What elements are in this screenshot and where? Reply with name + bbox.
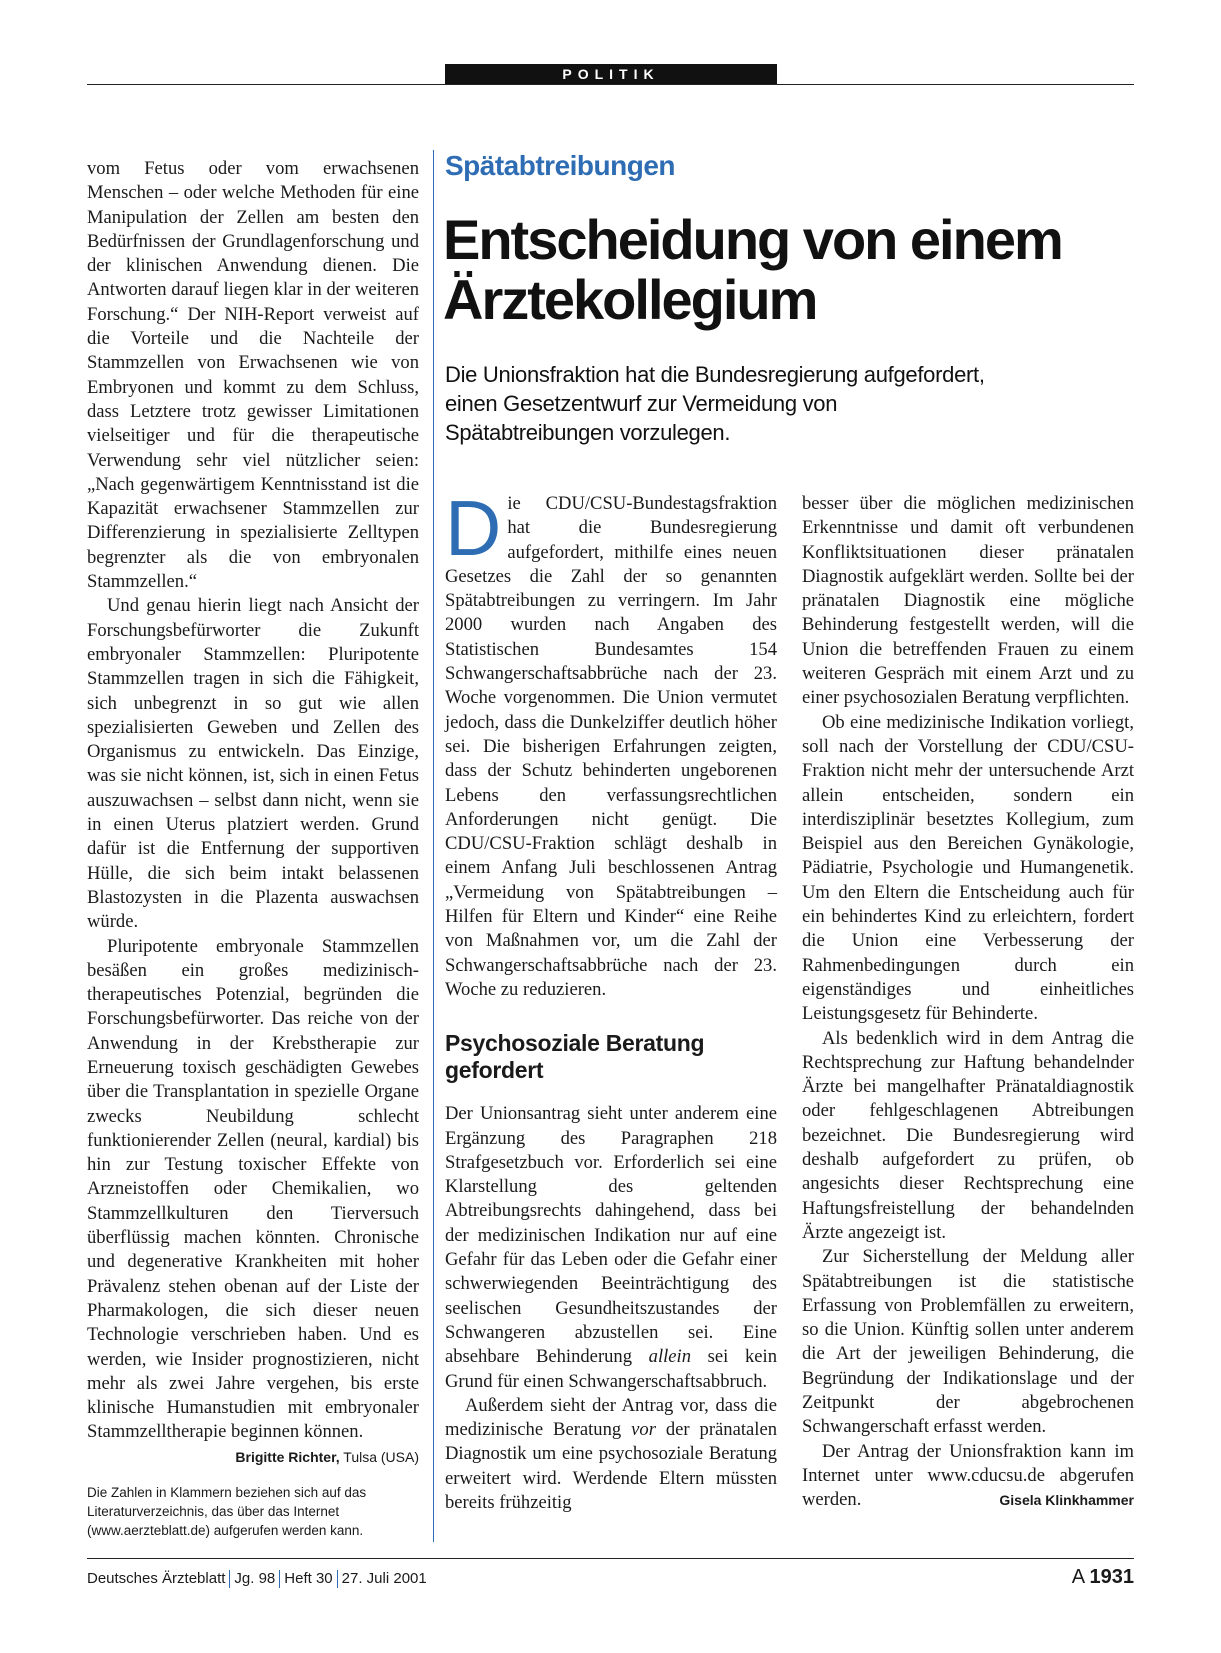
left-paragraph-3-text: Pluripotente embryonale Stammzellen besäßen ein großes medizinisch-therapeutisches Potenzial, begründen die Forschungsbefürworter. Das reiche von der Anwendung in der Krebstherapie zur Erneuerung toxisch geschädigten Gewebes über die Transplantation in spezielle Organe zwecks Neubildung schlecht funktionierender Zellen (neural, kardial) bis hin zur Testung toxischer Effekte von Arzneistoffen oder Chemikalien, wo Stammzellkulturen den Tierversuch überflüssig machen könnten. Chronische und degenerative Krankheiten mit hoher Prävalenz stehen obenan auf der Liste der Pharmakologen, die sich dieser neuen Technologie verschrieben haben. Und es werden, wie Insider prognostizieren, nicht mehr als zwei Jahre vergehen, bis erste klinische Humanstudien mit embryonaler Stammzelltherapie beginnen können. — [87, 935, 419, 1443]
footer-separator — [337, 1570, 338, 1588]
article-paragraph-2-a: Der Unionsantrag sieht unter anderem eine Ergänzung des Paragraphen 218 Strafgesetzbuch vor. Erforderlich sei eine Klarstellung des geltenden Abtreibungsrechts dahingehend, dass bei der medizinischen Indikation nur auf eine Gefahr für das Leben oder die Gefahr einer schwerwiegenden Beeinträchtigung des seelischen Gesundheitszustandes der Schwangeren abzustellen sei. Eine absehbare Behinderung — [445, 1103, 777, 1368]
headline-line-1: Entscheidung von einem — [443, 208, 1062, 271]
headline — [443, 210, 1143, 330]
author-right — [979, 1488, 1134, 1512]
author-left — [215, 1445, 419, 1469]
emphasis-vor: vor — [631, 1419, 656, 1441]
teaser: Die Unionsfraktion hat die Bundesregierung aufgefordert, einen Gesetzentwurf zur Vermeidung von Spätabtreibungen vorzulegen. — [445, 362, 985, 445]
header-rule — [87, 84, 1134, 85]
drop-cap: D — [445, 484, 502, 572]
article-paragraph-2-b: sei kein Grund für einen Schwangerschaftsabbruch. — [445, 1346, 777, 1392]
footnote: Die Zahlen in Klammern beziehen sich auf das Literaturverzeichnis, das über das Internet (www.aerzteblatt.de) aufgerufen werden kann. — [87, 1485, 367, 1538]
article-paragraph-7: Zur Sicherstellung der Meldung aller Spätabtreibungen ist die statistische Erfassung von Problemfällen zu erweitern, so die Union. Künftig sollen unter anderem die Art der jeweiligen Behinderung, die Begründung der Indikationslage und der Zeitpunkt der abgebrochenen Schwangerschaft erfasst werden. — [802, 1246, 1134, 1438]
kicker: Spätabtreibungen — [445, 150, 676, 181]
left-column — [87, 157, 419, 1469]
middle-column — [445, 484, 777, 1515]
left-paragraph-1: vom Fetus oder vom erwachsenen Menschen – oder welche Methoden für eine Manipulation der Zellen am besten den Bedürfnissen der Grundlagenforschung und der klinischen Anwendung dienen. Die Antworten darauf liegen klar in der weiteren Forschung.“ Der NIH-Report verweist auf die Vorteile und die Nachteile der Stammzellen von Erwachsenen wie von Embryonen und kommt zu dem Schluss, dass Letztere trotz gewisser Limitationen vielseitiger und für die therapeutische Verwendung sehr viel nützlicher seien: „Nach gegenwärtigem Kenntnisstand ist die Kapazität erwachsener Stammzellen zur Differenzierung in spezialisierte Zelltypen begrenzter als die von embryonalen Stammzellen.“ — [87, 158, 419, 593]
journal-name: Deutsches Ärzteblatt — [87, 1570, 226, 1587]
article-paragraph-2 — [445, 1102, 777, 1394]
subheading: Psychosoziale Beratung gefordert — [445, 1030, 705, 1084]
right-column — [802, 492, 1134, 1512]
column-divider — [433, 150, 434, 1542]
author-right-name: Gisela Klinkhammer — [999, 1492, 1134, 1509]
article-paragraph-1-text: ie CDU/CSU-Bundestagsfraktion hat die Bundesregierung aufgefordert, mithilfe eines neuen Gesetzes die Zahl der so genannten Spätabtreibungen zu verringern. Im Jahr 2000 wurden nach Angaben des Statistischen Bundesamtes 154 Schwangerschaftsabbrüche nach der 23. Woche vorgenommen. Die Union vermutet jedoch, dass die Dunkelziffer deutlich höher sei. Die bisherigen Erfahrungen zeigten, dass der Schutz behinderten ungeborenen Lebens den verfassungsrechtlichen Anforderungen nicht genügt. Die CDU/CSU-Fraktion schlägt deshalb in einem Anfang Juli beschlossenen Antrag „Vermeidung von Spätabtreibungen – Hilfen für Eltern und Kinder“ eine Reihe von Maßnahmen vor, um die Zahl der Schwangerschaftsabbrüche nach der 23. Woche zu reduzieren. — [445, 493, 777, 1000]
page-number — [1072, 1566, 1134, 1589]
page-prefix: A — [1071, 1566, 1084, 1588]
article-paragraph-4: besser über die möglichen medizinischen Erkenntnisse und damit oft verbundenen Konfliktsituationen dieser pränatalen Diagnostik aufgeklärt werden. Sollte bei der pränatalen Diagnostik eine mögliche Behinderung festgestellt werden, will die Union die betreffenden Frauen zu einem weiteren Gespräch mit einem Arzt und zu einer psychosozialen Beratung verpflichten. — [802, 493, 1134, 709]
headline-line-2: Ärztekollegium — [443, 268, 817, 331]
article-paragraph-3-a: Außerdem sieht der Antrag vor, dass die medizinische Beratung — [445, 1394, 777, 1441]
article-paragraph-8 — [802, 1440, 1134, 1513]
journal-volume: Jg. 98 — [234, 1570, 276, 1587]
journal-date: 27. Juli 2001 — [341, 1570, 427, 1587]
footer — [87, 1570, 427, 1588]
footer-separator — [229, 1570, 230, 1588]
section-label: POLITIK — [445, 64, 777, 84]
author-left-name: Brigitte Richter, — [235, 1448, 340, 1465]
article-paragraph-1 — [445, 484, 777, 1002]
emphasis-allein: allein — [648, 1346, 692, 1368]
article-paragraph-8-text: Der Antrag der Unionsfraktion kann im Internet unter www.cducsu.de abgerufen werden. — [802, 1440, 1134, 1511]
left-paragraph-2: Und genau hierin liegt nach Ansicht der Forschungsbefürworter die Zukunft embryonaler Stammzellen: Pluripotente Stammzellen tragen in sich die Fähigkeit, sich unbegrenzt in so gut wie allen spezialisierten Geweben und Zellen des Organismus zu entwickeln. Das Einzige, was sie nicht können, ist, sich in einen Fetus auszuwachsen – selbst dann nicht, wenn sie in einen Uterus platziert werden. Grund dafür ist die Entfernung der supportiven Hülle, die sich beim intakt belassenen Blastozysten in die Plazenta auswachsen würde. — [87, 595, 419, 933]
left-paragraph-3 — [87, 935, 419, 1465]
article-paragraph-6: Als bedenklich wird in dem Antrag die Rechtsprechung zur Haftung behandelnder Ärzte bei mangelhafter Pränataldiagnostik oder fehlgeschlagenen Abtreibungen bezeichnet. Die Bundesregierung wird deshalb aufgefordert zu prüfen, ob angesichts dieser Rechtsprechung eine Haftungsfreistellung der behandelnden Ärzte angezeigt ist. — [802, 1027, 1134, 1243]
article-paragraph-5: Ob eine medizinische Indikation vorliegt, soll nach der Vorstellung der CDU/CSU-Fraktion nicht mehr der untersuchende Arzt allein entscheiden, sondern ein interdisziplinär besetztes Kollegium, zum Beispiel aus den Bereichen Gynäkologie, Pädiatrie, Psychologie und Humangenetik. Um den Eltern die Entscheidung auch für ein behindertes Kind zu erleichtern, fordert die Union eine Verbesserung der Rahmenbedingungen durch ein eigenständiges und einheitliches Leistungsgesetz für Behinderte. — [802, 711, 1134, 1025]
article-paragraph-3-b: der pränatalen Diagnostik um eine psychosoziale Beratung erweitert wird. Werdende Eltern müssten bereits frühzeitig — [445, 1419, 777, 1513]
article-paragraph-3 — [445, 1394, 777, 1515]
journal-issue: Heft 30 — [284, 1570, 333, 1587]
footer-rule — [87, 1558, 1134, 1559]
author-left-place: Tulsa (USA) — [343, 1448, 419, 1465]
page-number-value: 1931 — [1089, 1566, 1134, 1588]
footer-separator — [279, 1570, 280, 1588]
